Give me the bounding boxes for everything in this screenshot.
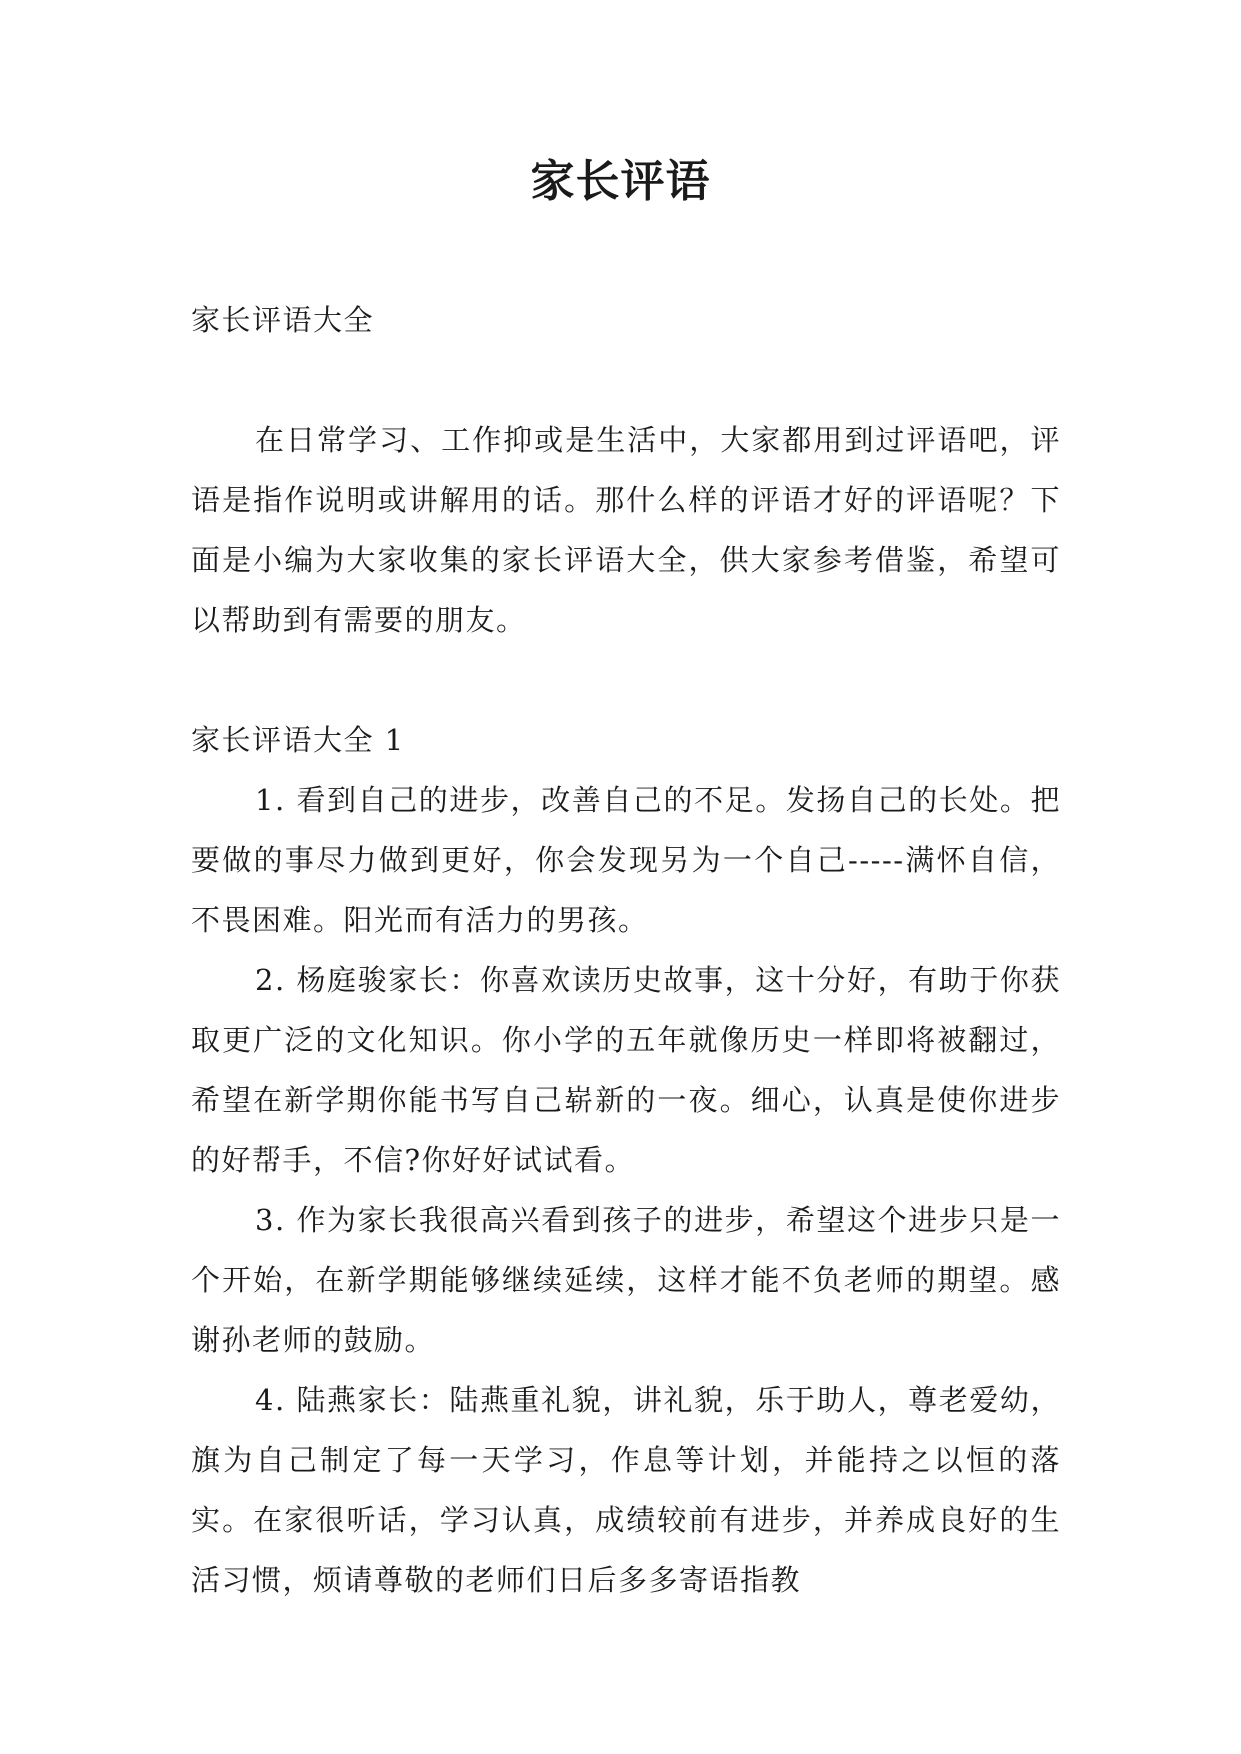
comment-item-4: 4. 陆燕家长：陆燕重礼貌，讲礼貌，乐于助人，尊老爱幼，旗为自己制定了每一天学习，作息等计划，并能持之以恒的落实。在家很听话，学习认真，成绩较前有进步，并养成良好的生活习惯，烦请尊敬的老师们日后多多寄语指教: [191, 1383, 1061, 1597]
document-body: [191, 290, 1061, 1610]
comment-item-2: 2. 杨庭骏家长：你喜欢读历史故事，这十分好，有助于你获取更广泛的文化知识。你小学的五年就像历史一样即将被翻过，希望在新学期你能书写自己崭新的一夜。细心，认真是使你进步的好帮手，不信?你好好试试看。: [191, 963, 1061, 1177]
document-title: 家长评语: [530, 156, 711, 207]
intro-paragraph: 在日常学习、工作抑或是生活中，大家都用到过评语吧，评语是指作说明或讲解用的话。那什么样的评语才好的评语呢？下面是小编为大家收集的家长评语大全，供大家参考借鉴，希望可以帮助到有需要的朋友。: [191, 423, 1061, 637]
comment-item-3: 3. 作为家长我很高兴看到孩子的进步，希望这个进步只是一个开始，在新学期能够继续延续，这样才能不负老师的期望。感谢孙老师的鼓励。: [191, 1203, 1061, 1357]
subtitle: 家长评语大全: [191, 303, 375, 337]
comment-item-1: 1. 看到自己的进步，改善自己的不足。发扬自己的长处。把要做的事尽力做到更好，你会发现另为一个自己-----满怀自信，不畏困难。阳光而有活力的男孩。: [191, 783, 1061, 937]
section-heading: 家长评语大全 1: [191, 723, 405, 757]
